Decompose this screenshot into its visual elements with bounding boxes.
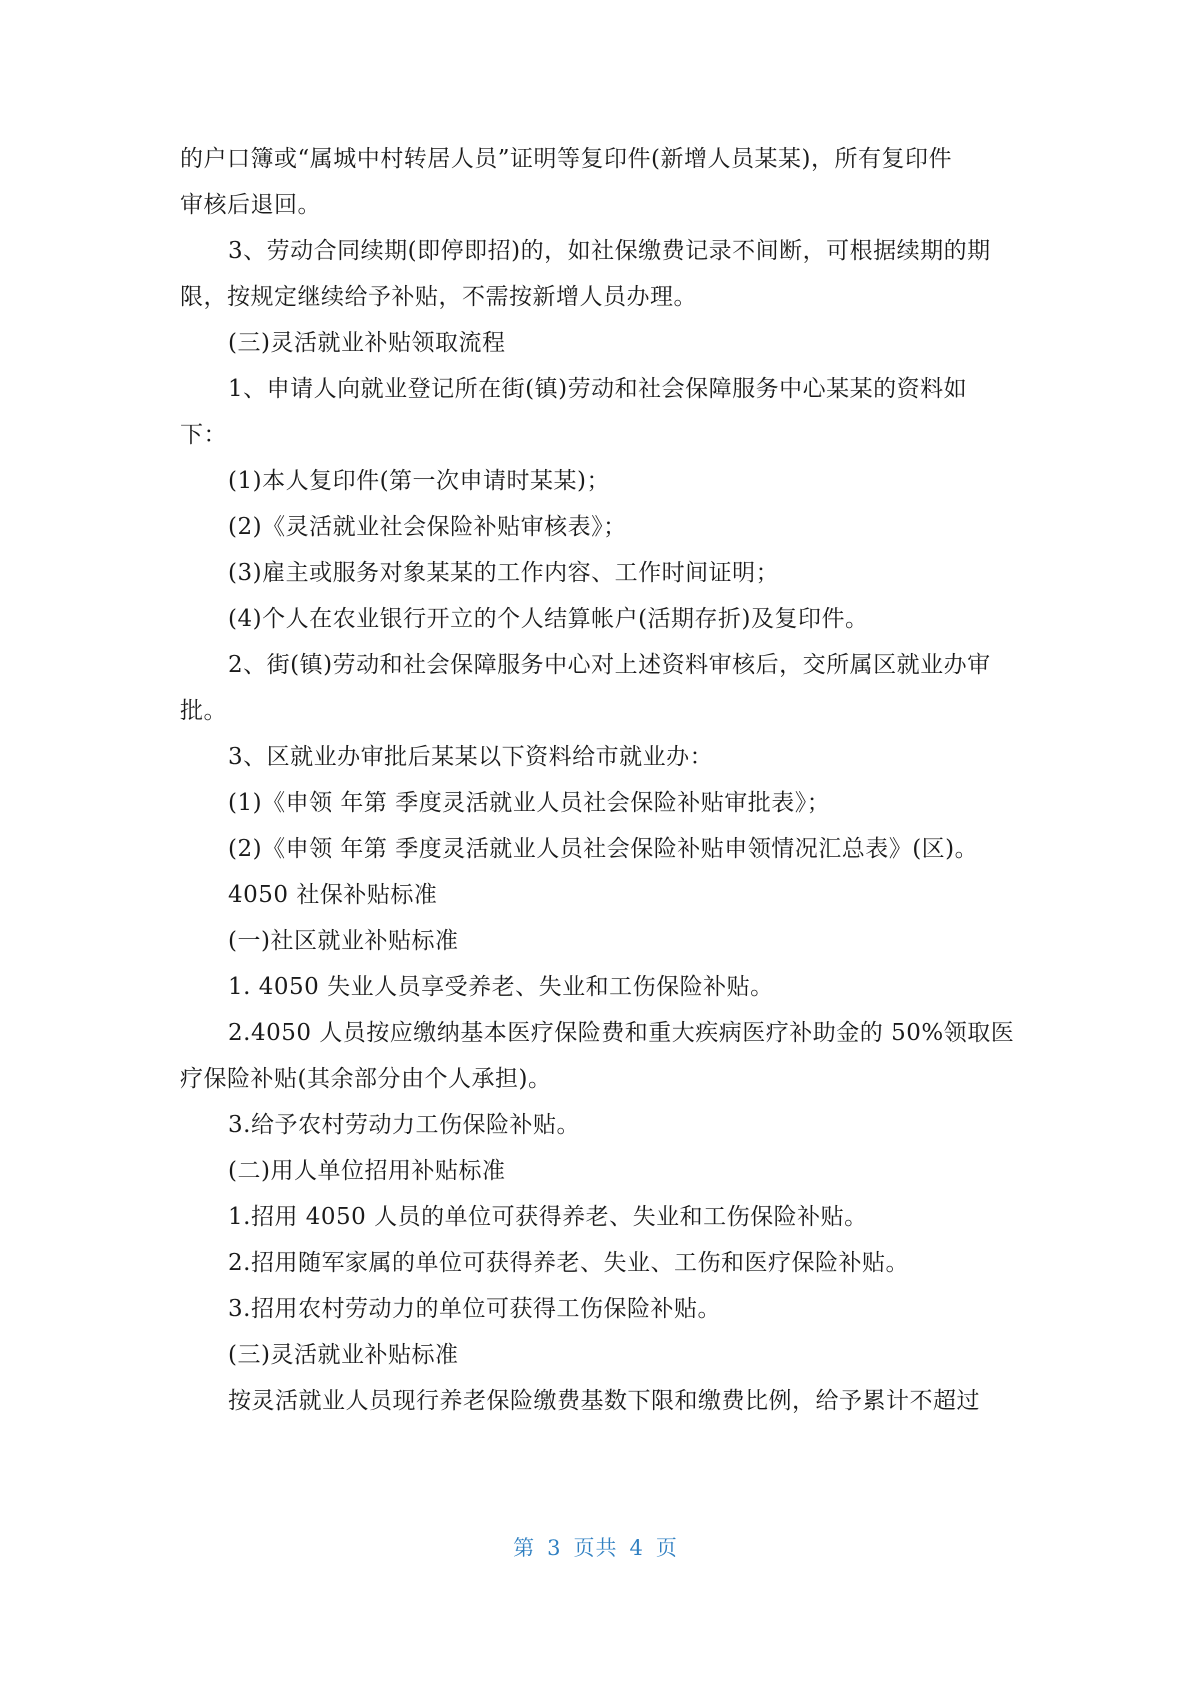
text-line: 1.招用 4050 人员的单位可获得养老、失业和工伤保险补贴。 <box>228 1204 868 1230</box>
text-line: 1、申请人向就业登记所在街(镇)劳动和社会保障服务中心某某的资料如 <box>228 376 968 402</box>
text-line: (二)用人单位招用补贴标准 <box>228 1158 506 1184</box>
text-line: 按灵活就业人员现行养老保险缴费基数下限和缴费比例，给予累计不超过 <box>228 1388 980 1414</box>
text-line: 限，按规定继续给予补贴，不需按新增人员办理。 <box>180 284 697 310</box>
text-line: 3.招用农村劳动力的单位可获得工伤保险补贴。 <box>228 1296 721 1322</box>
text-line: 3、劳动合同续期(即停即招)的，如社保缴费记录不间断，可根据续期的期 <box>228 238 991 264</box>
footer-suffix: 页 <box>655 1536 678 1560</box>
text-line: (1)《申领 年第 季度灵活就业人员社会保险补贴审批表》； <box>228 790 831 816</box>
text-line: (3)雇主或服务对象某某的工作内容、工作时间证明； <box>228 560 780 586</box>
footer-middle: 页共 <box>573 1536 618 1560</box>
text-line: (三)灵活就业补贴领取流程 <box>228 330 506 356</box>
text-line: 2、街(镇)劳动和社会保障服务中心对上述资料审核后，交所属区就业办审 <box>228 652 991 678</box>
text-line: (2)《灵活就业社会保险补贴审核表》； <box>228 514 627 540</box>
text-line: (三)灵活就业补贴标准 <box>228 1342 459 1368</box>
text-line: 2.招用随军家属的单位可获得养老、失业、工伤和医疗保险补贴。 <box>228 1250 909 1276</box>
text-line: 审核后退回。 <box>180 192 321 218</box>
text-line: (4)个人在农业银行开立的个人结算帐户(活期存折)及复印件。 <box>228 606 869 632</box>
text-line: (2)《申领 年第 季度灵活就业人员社会保险补贴申领情况汇总表》(区)。 <box>228 836 979 862</box>
text-line: 下： <box>180 422 227 448</box>
text-line: 3、区就业办审批后某某以下资料给市就业办： <box>228 744 714 770</box>
text-line: (1)本人复印件(第一次申请时某某)； <box>228 468 611 494</box>
text-line: 批。 <box>180 698 227 724</box>
text-line: 3.给予农村劳动力工伤保险补贴。 <box>228 1112 580 1138</box>
text-line: 4050 社保补贴标准 <box>228 882 438 908</box>
page-number-footer <box>0 1532 1191 1562</box>
footer-current-page: 3 <box>547 1536 562 1560</box>
text-line: 2.4050 人员按应缴纳基本医疗保险费和重大疾病医疗补助金的 50%领取医 <box>228 1020 1015 1046</box>
text-line: 1. 4050 失业人员享受养老、失业和工伤保险补贴。 <box>228 974 774 1000</box>
text-line: 的户口簿或“属城中村转居人员”证明等复印件(新增人员某某)，所有复印件 <box>180 146 952 172</box>
document-body <box>180 136 1020 1424</box>
footer-prefix: 第 <box>513 1536 536 1560</box>
text-line: (一)社区就业补贴标准 <box>228 928 459 954</box>
text-line: 疗保险补贴(其余部分由个人承担)。 <box>180 1066 552 1092</box>
footer-total-pages: 4 <box>629 1536 644 1560</box>
